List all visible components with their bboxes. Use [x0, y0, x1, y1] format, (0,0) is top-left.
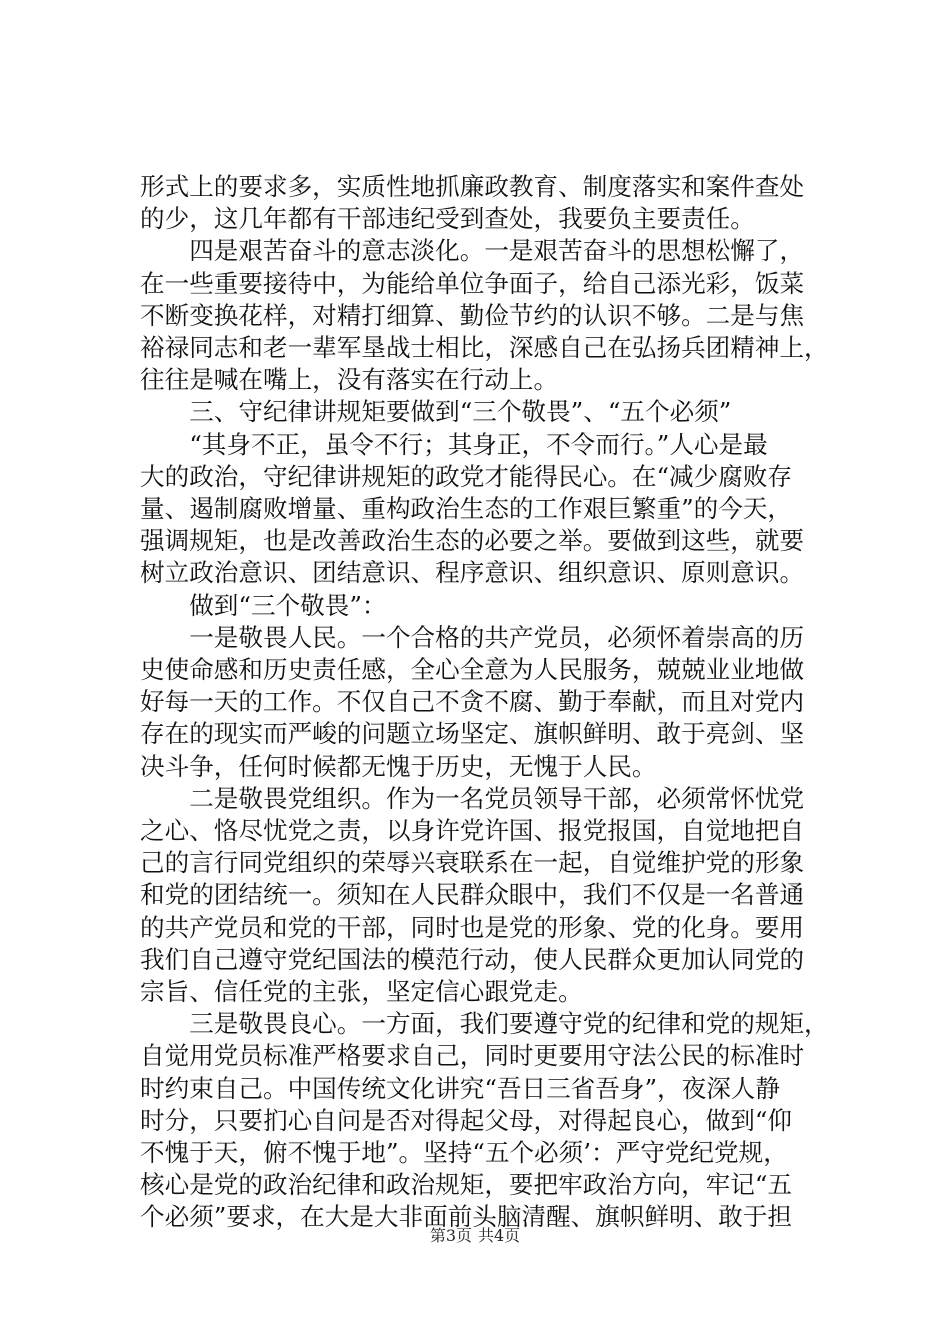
text-line: 时约束自己。中国传统文化讲究“吾日三省吾身”，夜深人静	[140, 1073, 780, 1103]
text-line: 决斗争，任何时候都无愧于历史，无愧于人民。	[140, 751, 657, 781]
text-line: 宗旨、信任党的主张，坚定信心跟党走。	[140, 977, 583, 1006]
page-total: 共4页	[478, 1226, 521, 1245]
text-line: 好每一天的工作。不仅自己不贪不腐、勤于奉献，而且对党内	[140, 687, 805, 717]
text-line: 大的政治，守纪律讲规矩的政党才能得民心。在“减少腐败存	[140, 461, 793, 491]
text-line: 己的言行同党组织的荣辱兴衰联系在一起，自觉维护党的形象	[140, 848, 805, 878]
text-line: 二是敬畏党组织。作为一名党员领导干部，必须常怀忧党	[140, 783, 805, 813]
page-footer	[0, 1226, 950, 1246]
text-line: 不愧于天，俯不愧于地”。坚持“五个必须’：严守党纪党规，	[140, 1138, 788, 1167]
text-line: 树立政治意识、团结意识、程序意识、组织意识、原则意识。	[140, 558, 805, 588]
text-line: 和党的团结统一。须知在人民群众眼中，我们不仅是一名普通	[140, 880, 805, 910]
text-line: 裕禄同志和老一辈军垦战士相比，深感自己在弘扬兵团精神上，	[140, 333, 829, 362]
text-line: 自觉用党员标准严格要求自己，同时更要用守法公民的标准时	[140, 1041, 805, 1071]
text-line: 史使命感和历史责任感，全心全意为人民服务，兢兢业业地做	[140, 655, 805, 684]
text-line: 我们自己遵守党纪国法的模范行动，使人民群众更加认同党的	[140, 944, 805, 974]
page-number: 第3页	[429, 1226, 472, 1245]
text-line: 三是敬畏良心。一方面，我们要遵守党的纪律和党的规矩，	[140, 1009, 829, 1039]
text-line: 一是敬畏人民。一个合格的共产党员，必须怀着崇高的历	[140, 622, 805, 652]
text-line: 时分，只要扪心自问是否对得起父母，对得起良心，做到“仰	[140, 1105, 793, 1135]
text-line: 量、遏制腐败增量、重构政治生态的工作艰巨繁重”的今天，	[140, 494, 793, 523]
text-line: 在一些重要接待中，为能给单位争面子，给自己添光彩，饭菜	[140, 268, 805, 298]
text-line: 的共产党员和党的干部，同时也是党的形象、党的化身。要用	[140, 912, 805, 942]
text-line: 做到“三个敬畏”：	[140, 590, 387, 620]
text-line: 个必须”要求，在大是大非面前头脑清醒、旗帜鲜明、敢于担	[140, 1202, 793, 1232]
text-line: 之心、恪尽忧党之责，以身许党许国、报党报国，自觉地把自	[140, 816, 805, 845]
text-line: 往往是喊在嘴上，没有落实在行动上。	[140, 365, 559, 395]
text-line: “其身不正，虽令不行；其身正，不令而行。”人心是最	[140, 429, 768, 459]
text-line: 形式上的要求多，实质性地抓廉政教育、制度落实和案件查处	[140, 172, 805, 201]
text-line: 三、守纪律讲规矩要做到“三个敬畏”、“五个必须”	[140, 397, 732, 427]
text-line: 核心是党的政治纪律和政治规矩，要把牢政治方向，牢记“五	[140, 1170, 793, 1200]
text-line: 四是艰苦奋斗的意志淡化。一是艰苦奋斗的思想松懈了，	[140, 236, 805, 266]
text-line: 存在的现实而严峻的问题立场坚定、旗帜鲜明、敢于亮剑、坚	[140, 719, 805, 749]
text-line: 强调规矩，也是改善政治生态的必要之举。要做到这些，就要	[140, 526, 805, 556]
text-line: 不断变换花样，对精打细算、勤俭节约的认识不够。二是与焦	[140, 300, 805, 330]
text-line: 的少，这几年都有干部违纪受到查处，我要负主要责任。	[140, 204, 755, 234]
